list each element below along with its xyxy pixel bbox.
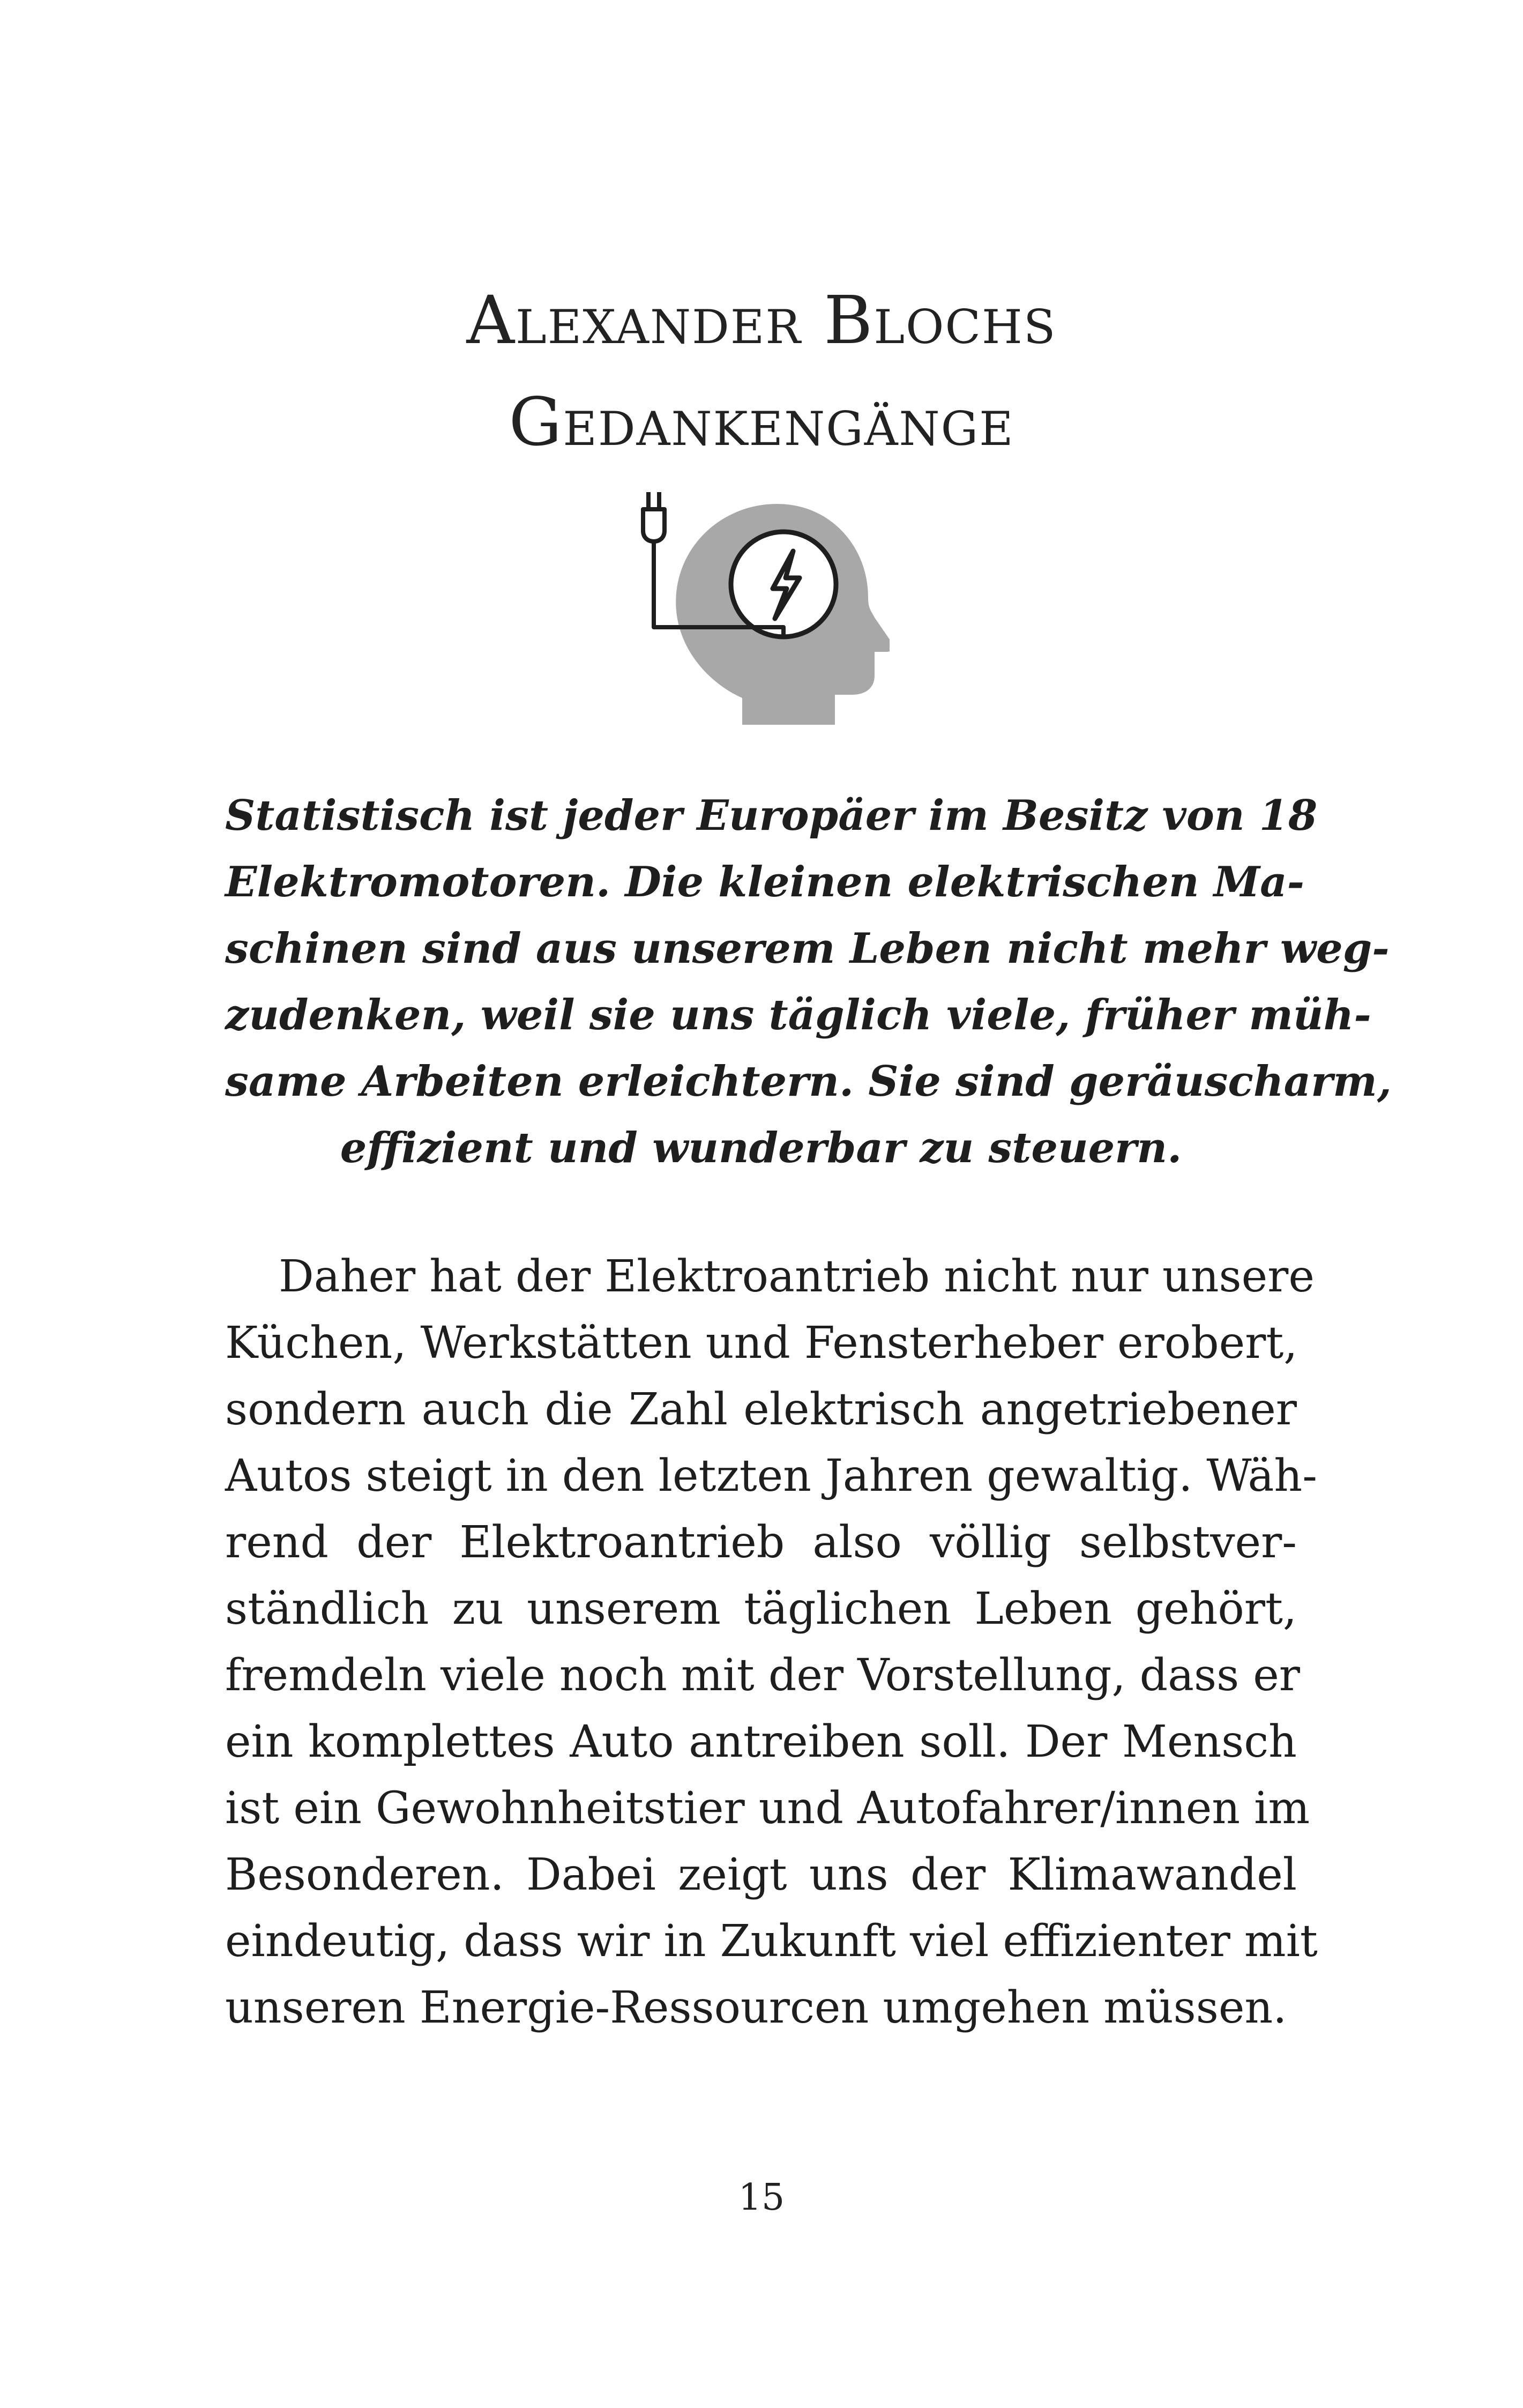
page-number: 15 xyxy=(738,2176,785,2219)
plug-head xyxy=(643,509,665,541)
body-line: ein komplettes Auto antreiben soll. Der Mensch xyxy=(225,1716,1297,1767)
bolt-circle xyxy=(731,532,836,637)
body-paragraph xyxy=(225,1244,1318,2041)
body-line: Autos steigt in den letzten Jahren gewaltig. Wäh- xyxy=(225,1451,1317,1502)
body-line: unseren Energie-Ressourcen umgehen müssen. xyxy=(225,1982,1287,2033)
lead-line: Statistisch ist jeder Europäer im Besitz von 18 xyxy=(225,791,1318,840)
body-line: Besonderen. Dabei zeigt uns der Klimawandel xyxy=(225,1849,1297,1900)
body-line: ständlich zu unserem täglichen Leben gehört, xyxy=(225,1584,1297,1634)
lead-line: schinen sind aus unserem Leben nicht mehr weg- xyxy=(225,924,1390,973)
lead-paragraph xyxy=(225,783,1392,1181)
body-line: rend der Elektroantrieb also völlig selbstver- xyxy=(225,1517,1297,1568)
body-line: Küchen, Werkstätten und Fensterheber erobert, xyxy=(225,1318,1298,1369)
chapter-title-line-1: Alexander Blochs xyxy=(466,282,1057,360)
body-line: ist ein Gewohnheitstier und Autofahrer/innen im xyxy=(225,1783,1310,1834)
lead-line: effizient und wunderbar zu steuern. xyxy=(340,1124,1182,1172)
body-line: Daher hat der Elektroantrieb nicht nur unsere xyxy=(279,1251,1315,1302)
lead-line: zudenken, weil sie uns täglich viele, früher müh- xyxy=(225,991,1371,1039)
electric-head-plug-icon xyxy=(632,482,890,729)
body-line: fremdeln viele noch mit der Vorstellung, dass er xyxy=(225,1650,1300,1701)
lead-line: Elektromotoren. Die kleinen elektrischen Ma- xyxy=(225,858,1304,906)
chapter-title-line-2: Gedankengänge xyxy=(509,384,1014,462)
body-line: eindeutig, dass wir in Zukunft viel effizienter mit xyxy=(225,1916,1318,1967)
lead-line: same Arbeiten erleichtern. Sie sind geräuscharm, xyxy=(225,1057,1392,1106)
body-line: sondern auch die Zahl elektrisch angetriebener xyxy=(225,1384,1297,1435)
chapter-title xyxy=(0,270,1523,473)
